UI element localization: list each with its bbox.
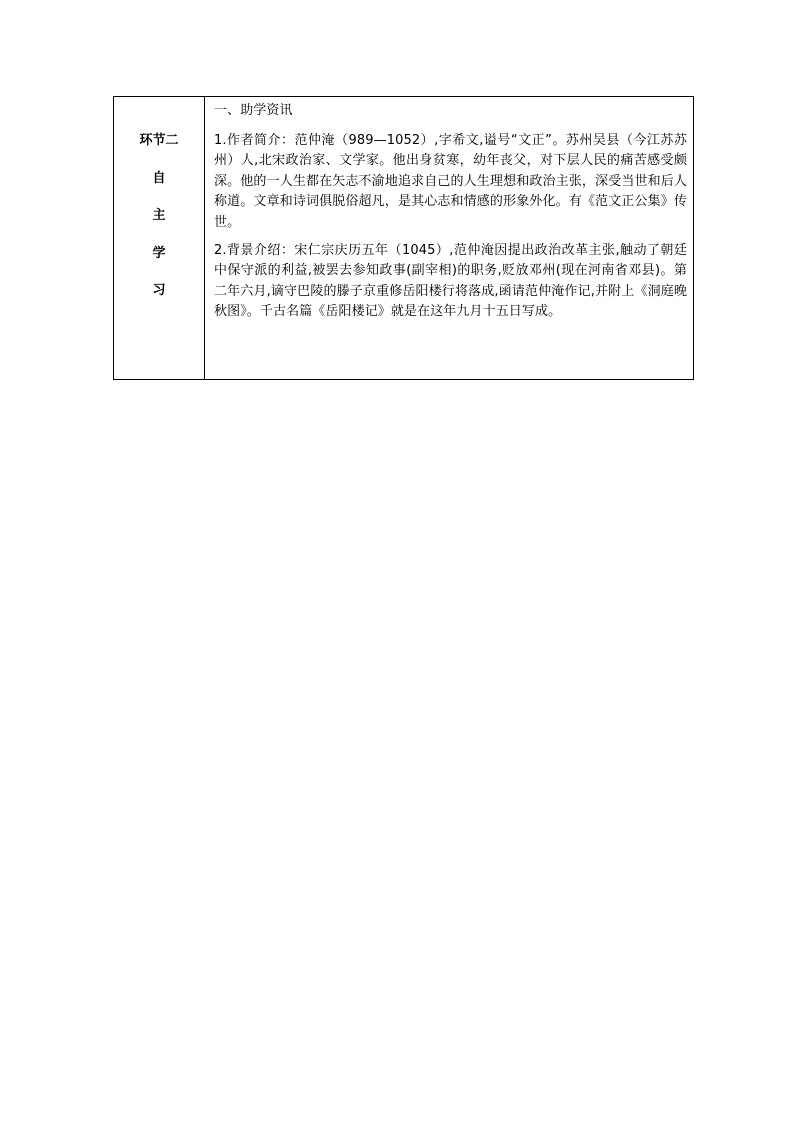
content-cell [205, 97, 694, 380]
section-label-cell [114, 97, 205, 380]
content-table [113, 96, 694, 380]
author-intro-paragraph: 1.作者简介：范仲淹（989—1052）,字希文,谥号“文正”。苏州吴县（今江苏苏州）人,北宋政治家、文学家。他出身贫寒，幼年丧父，对下层人民的痛苦感受颇深。他的一人生都在矢志不渝地追求自己的人生理想和政治主张，深受当世和后人称道。文章和诗词俱脱俗超凡，是其心志和情感的形象外化。有《范文正公集》传世。 [214, 132, 687, 230]
background-paragraph: 2.背景介绍：宋仁宗庆历五年（1045）,范仲淹因提出政治改革主张,触动了朝廷中保守派的利益,被罢去参知政事(副宰相)的职务,贬放邓州(现在河南省邓县)。第二年六月,谪守巴陵的滕子京重修岳阳楼行将落成,函请范仲淹作记,并附上《洞庭晚秋图》。千古名篇《岳阳楼记》就是在这年九月十五日写成。 [214, 242, 687, 320]
section-char-2: 主 [152, 208, 166, 223]
section-heading: 环节二 [139, 133, 179, 148]
table-row [114, 97, 694, 380]
section-char-4: 习 [152, 283, 166, 298]
section-char-1: 自 [152, 170, 166, 186]
section-title: 一、助学资讯 [214, 103, 293, 118]
section-char-3: 学 [152, 245, 166, 261]
